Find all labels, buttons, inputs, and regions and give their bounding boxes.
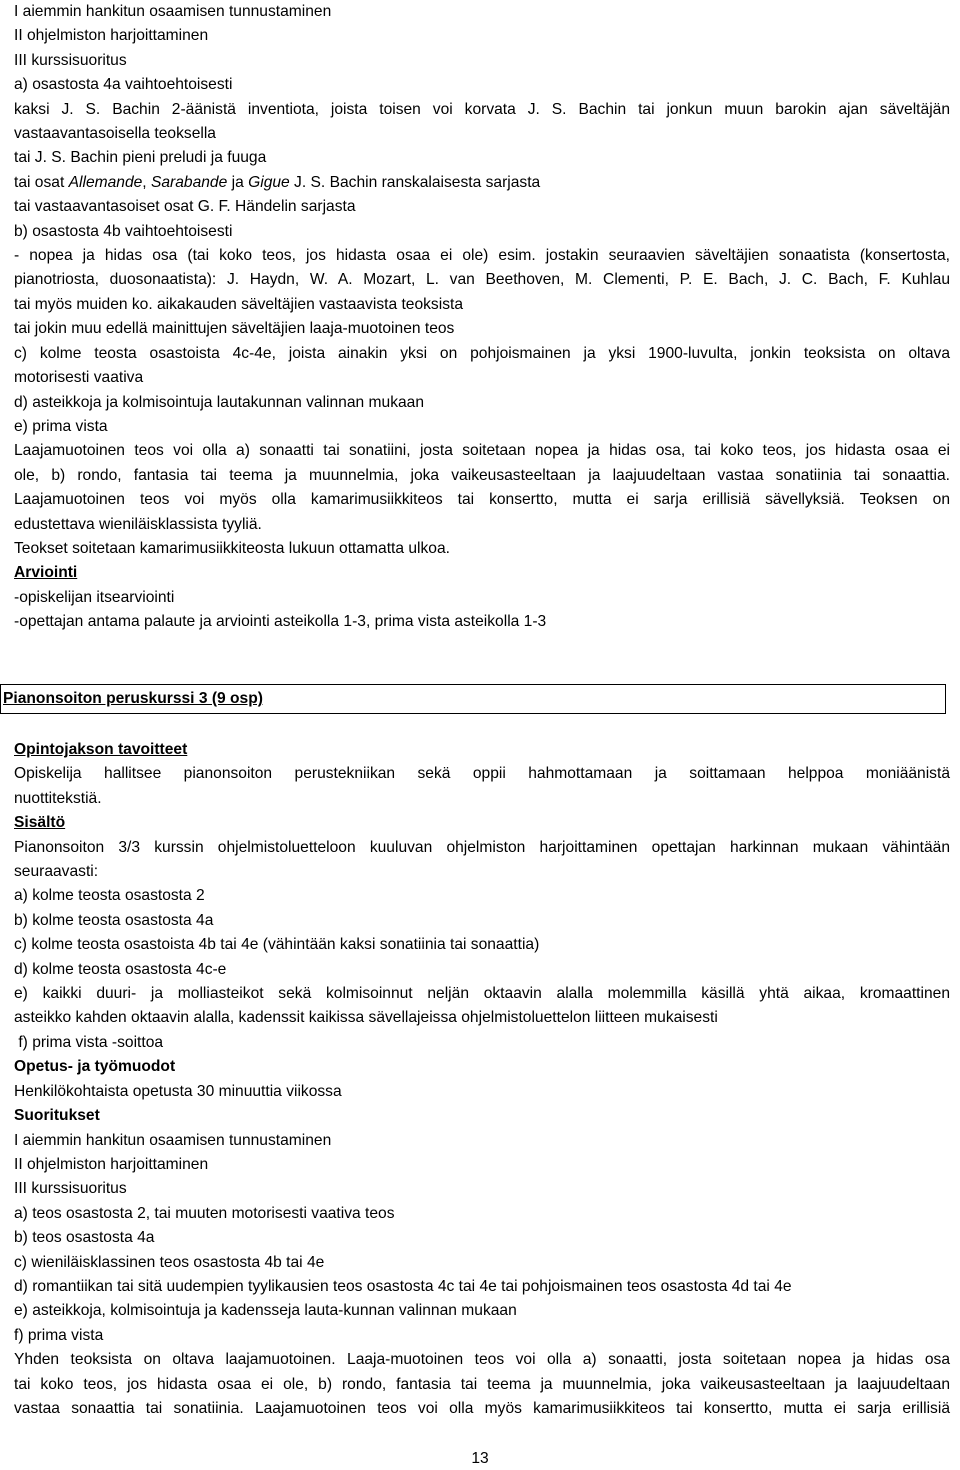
text-line: II ohjelmiston harjoittaminen (14, 27, 209, 45)
list-item: III kurssisuoritus (14, 1180, 127, 1198)
course-section (14, 738, 950, 1421)
text-span: J. S. Bachin ranskalaisesta sarjasta (289, 173, 541, 191)
text-line: Laajamuotoinen teos voi myös olla kamarimusiikkiteos tai konsertto, mutta ei sarja erillisiä sävellyksiä. Teoksen on (14, 491, 950, 509)
text-line: ole, b) rondo, fantasia tai teema ja muunnelmia, joka vaikeusasteeltaan ja laajuudeltaan vastaa sonatiinia tai sonaattia. (14, 466, 950, 484)
text-line: Opiskelija hallitsee pianonsoiton perustekniikan sekä oppii hahmottamaan ja soittamaan helppoa moniäänistä (14, 765, 950, 783)
text-line: Yhden teoksista on oltava laajamuotoinen. Laaja-muotoinen teos voi olla a) sonaatti, josta soitetaan nopea ja hidas osa (14, 1351, 950, 1369)
section-heading-arviointi: Arviointi (14, 564, 78, 582)
list-item: c) wieniläisklassinen teos osastosta 4b tai 4e (14, 1253, 325, 1271)
text-line: tai koko teos, jos hidasta osaa ei ole, b) rondo, fantasia tai teema ja muunnelmia, joka vaikeusasteeltaan ja laajuudeltaan (14, 1375, 950, 1393)
text-line: a) osastosta 4a vaihtoehtoisesti (14, 76, 233, 94)
text-line: seuraavasti: (14, 863, 99, 881)
text-line: tai vastaavantasoiset osat G. F. Händelin sarjasta (14, 198, 356, 216)
text-line: Henkilökohtaista opetusta 30 minuuttia viikossa (14, 1082, 342, 1100)
text-line: Pianonsoiton 3/3 kurssin ohjelmistoluetteloon kuuluvan ohjelmiston harjoittaminen opettajan harkinnan mukaan vähintään (14, 838, 950, 856)
text-span: tai osat (14, 173, 69, 191)
list-item: b) kolme teosta osastosta 4a (14, 911, 214, 929)
list-item: c) kolme teosta osastoista 4b tai 4e (vähintään kaksi sonatiinia tai sonaattia) (14, 936, 540, 954)
text-line: kaksi J. S. Bachin 2-äänistä inventiota, joista toisen voi korvata J. S. Bachin tai jonkun muun barokin ajan säveltäjän (14, 100, 950, 118)
text-line: III kurssisuoritus (14, 51, 127, 69)
list-item: a) teos osastosta 2, tai muuten motorisesti vaativa teos (14, 1204, 395, 1222)
movement-name: Sarabande (150, 173, 228, 191)
list-item: d) kolme teosta osastosta 4c-e (14, 960, 227, 978)
movement-name: Gigue (248, 173, 290, 191)
text-line: vastaa sonaattia tai sonatiinia. Laajamuotoinen teos voi olla myös kamarimusiikkiteos tai konsertto, mutta ei sarja erillisiä (14, 1399, 950, 1417)
text-line: vastaavantasoisella teoksella (14, 125, 216, 143)
movement-name: Allemande (68, 173, 143, 191)
text-line: tai jokin muu edellä mainittujen säveltäjien laaja-muotoinen teos (14, 320, 455, 338)
list-item: e) asteikkoja, kolmisointuja ja kadensseja lauta-kunnan valinnan mukaan (14, 1302, 517, 1320)
text-line: -opiskelijan itsearviointi (14, 588, 175, 606)
text-line: asteikko kahden oktaavin alalla, kadenssit kaikissa sävellajeissa ohjelmistoluettelon liitteen mukaisesti (14, 1009, 718, 1027)
text-line: c) kolme teosta osastoista 4c-4e, joista ainakin yksi on pohjoismainen ja yksi 1900-luvulta, jonkin teoksista on oltava (14, 344, 950, 362)
list-item: a) kolme teosta osastosta 2 (14, 887, 205, 905)
page-number: 13 (471, 1450, 489, 1467)
text-line: - nopea ja hidas osa (tai koko teos, jos hidasta osaa ei ole) esim. jostakin seuraavien säveltäjien sonaatista (konsertosta, (14, 247, 950, 265)
list-item: e) kaikki duuri- ja molliasteikot sekä kolmisoinnut neljän oktaavin alalla molemmilla käsillä yhtä aikaa, kromaattinen (14, 985, 950, 1003)
document-page (14, 0, 950, 635)
text-line: b) osastosta 4b vaihtoehtoisesti (14, 222, 233, 240)
section-heading-content: Sisältö (14, 814, 66, 832)
text-span: ja (227, 173, 249, 191)
list-item: b) teos osastosta 4a (14, 1229, 155, 1247)
text-line: edustettava wieniläisklassista tyyliä. (14, 515, 262, 533)
text-line: pianotriosta, duosonaatista): J. Haydn, W. A. Mozart, L. van Beethoven, M. Clementi, P. E. Bach, J. C. Bach, F. Kuhlau (14, 271, 950, 289)
list-item: I aiemmin hankitun osaamisen tunnustaminen (14, 1131, 332, 1149)
list-item: d) romantiikan tai sitä uudempien tyylikausien teos osastosta 4c tai 4e tai pohjoismainen teos osastosta 4d tai 4e (14, 1277, 792, 1295)
section-heading-goals: Opintojakson tavoitteet (14, 741, 188, 758)
section-heading-methods: Opetus- ja työmuodot (14, 1058, 176, 1076)
text-line: e) prima vista (14, 417, 108, 435)
text-line: I aiemmin hankitun osaamisen tunnustaminen (14, 3, 332, 20)
section-heading-performance: Suoritukset (14, 1107, 100, 1125)
list-item: f) prima vista -soittoa (14, 1033, 164, 1051)
text-line: Laajamuotoinen teos voi olla a) sonaatti tai sonatiini, josta soitetaan nopea ja hidas osa, tai koko teos, jos hidasta osaa ei (14, 442, 950, 460)
text-span: , (142, 173, 151, 191)
course-title-text: Pianonsoiton peruskurssi 3 (9 osp) (3, 690, 263, 707)
text-line: tai J. S. Bachin pieni preludi ja fuuga (14, 149, 267, 167)
course-title (0, 684, 946, 714)
text-line: nuottitekstiä. (14, 789, 102, 807)
list-item: f) prima vista (14, 1326, 104, 1344)
text-line (14, 171, 950, 195)
text-line: motorisesti vaativa (14, 369, 144, 387)
course-title-box (0, 684, 946, 714)
text-line: Teokset soitetaan kamarimusiikkiteosta lukuun ottamatta ulkoa. (14, 539, 450, 557)
list-item: II ohjelmiston harjoittaminen (14, 1155, 209, 1173)
text-line: tai myös muiden ko. aikakauden säveltäjien vastaavista teoksista (14, 295, 463, 313)
text-line: -opettajan antama palaute ja arviointi asteikolla 1-3, prima vista asteikolla 1-3 (14, 613, 547, 631)
text-line: d) asteikkoja ja kolmisointuja lautakunnan valinnan mukaan (14, 393, 425, 411)
